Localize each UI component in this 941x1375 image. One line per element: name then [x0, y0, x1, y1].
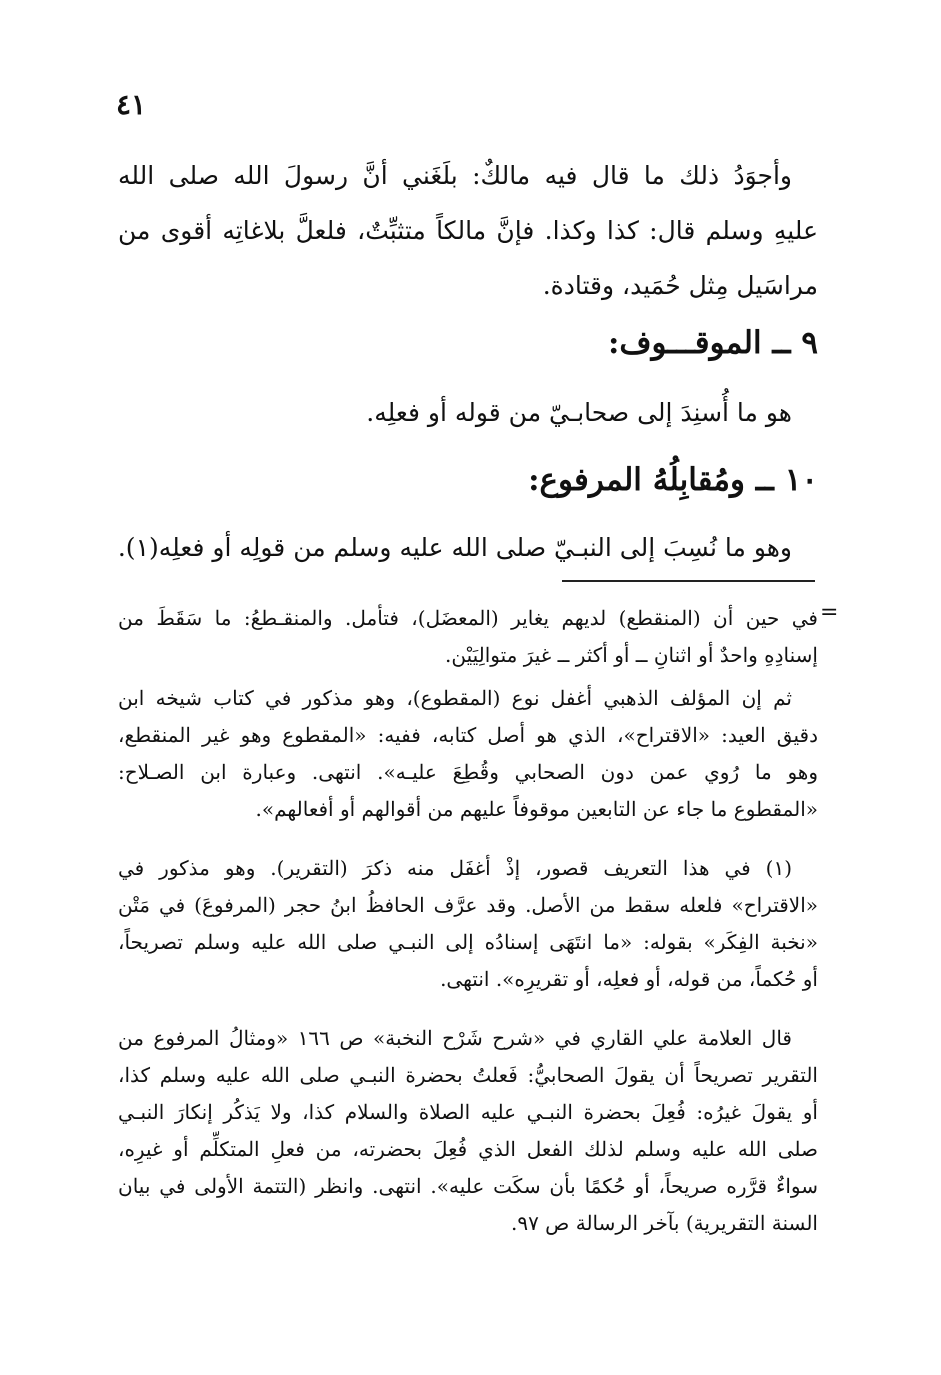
- footnote-line: دقيق العيد: «الاقتراح»، الذي هو أصل كتابه، ففيه: «المقطوع وهو غير المنقطع،: [118, 723, 818, 747]
- footnote-line: «نخبة الفِكَر» بقوله: «ما انتَهَى إسنادُه إلى النبـي صلى الله عليه وسلم تصريحاً،: [118, 930, 818, 954]
- text-line: هو ما أُسنِدَ إلى صحابـيّ من قوله أو فعلِه.: [366, 398, 792, 427]
- page-number: ٤١: [116, 88, 147, 121]
- paragraph-mawquf-definition: [118, 385, 818, 440]
- footnote-line: صلى الله عليه وسلم لذلك الفعل الذي فُعِلَ بحضرته، من فعلِ المتكلِّم أو غيرِه،: [118, 1137, 818, 1161]
- footnote-line: في حين أن (المنقطع) لديهم يغاير (المعضَل)، فتأمل. والمنقـطعُ: ما سَقَطَ من: [118, 606, 818, 630]
- footnote-continued: [118, 600, 818, 674]
- section-heading-mawquf: [118, 318, 818, 368]
- text-line: وهو ما نُسِبَ إلى النبـيّ صلى الله عليه وسلم من قولِه أو فعلِه(١).: [118, 533, 792, 562]
- footnote-line: «الاقتراح» فلعله سقط من الأصل. وقد عرَّف الحافظُ ابنُ حجر (المرفوعَ) في مَتْن: [118, 893, 818, 917]
- section-heading-marfu: [118, 455, 818, 505]
- footnote-line: أو حُكماً، من قوله، أو فعلِه، أو تقريرِه». انتهى.: [440, 967, 818, 991]
- footnote-continuation-marker: =: [820, 600, 839, 625]
- paragraph-marfu-definition: [118, 520, 818, 575]
- footnote-line: التقرير تصريحاً أن يقولَ الصحابيُّ: فَعلتُ بحضرة النبـي صلى الله عليه وسلم كذا،: [118, 1063, 818, 1087]
- footnote-separator: [562, 580, 815, 582]
- footnote-paragraph: [118, 680, 818, 828]
- footnote-line: أو يقولَ غيرُه: فُعِلَ بحضرة النبـي عليه الصلاة والسلام كذا، ولا يَذكُر إنكارَ النبـي: [118, 1100, 818, 1124]
- footnote-line: (١) في هذا التعريف قصور، إذْ أغفَل منه ذكرَ (التقرير). وهو مذكور في: [118, 856, 792, 880]
- footnote-line: قال العلامة علي القاري في «شرح شَرْح النخبة» ص ١٦٦ «ومثالُ المرفوع من: [118, 1026, 792, 1050]
- heading-text: ١٠ ــ ومُقابِلُهُ المرفوع:: [528, 462, 818, 498]
- footnote-line: وهو ما رُوي عمن دون الصحابي وقُطِعَ عليـه». انتهى. وعبارة ابن الصـلاح:: [118, 760, 818, 784]
- text-line: عليهِ وسلم قال: كذا وكذا. فإنَّ مالكاً متثبِّتٌ، فلعلَّ بلاغاتِه أقوى من: [118, 216, 818, 245]
- text-line: مراسَيل مِثل حُمَيد، وقتادة.: [542, 271, 818, 300]
- text-line: وأجوَدُ ذلك ما قال فيه مالكٌ: بلَغَني أنَّ رسولَ الله صلى الله: [118, 161, 792, 190]
- footnote-line: إسنادِهِ واحدٌ أو اثنانِ ــ أو أكثر ــ غيرَ متوالِيَيْن.: [445, 643, 818, 667]
- footnote-paragraph: [118, 1020, 818, 1242]
- footnote-line: ثم إن المؤلف الذهبي أغفل نوع (المقطوع)، وهو مذكور في كتاب شيخه ابن: [118, 686, 792, 710]
- footnote-line: سواءٌ قرَّره صريحاً، أو حُكمًا بأن سكَت عليه». انتهى. وانظر (التتمة الأولى في بيان: [118, 1174, 818, 1198]
- footnote-1: [118, 850, 818, 998]
- footnote-line: السنة التقريرية) بآخر الرسالة ص ٩٧.: [510, 1211, 818, 1235]
- paragraph-mursal-note: [118, 148, 818, 313]
- footnote-line: «المقطوع ما جاء عن التابعين موقوفاً عليهم من أقوالهم أو أفعالهم».: [255, 797, 818, 821]
- heading-text: ٩ ــ الموقـــوف:: [607, 325, 818, 361]
